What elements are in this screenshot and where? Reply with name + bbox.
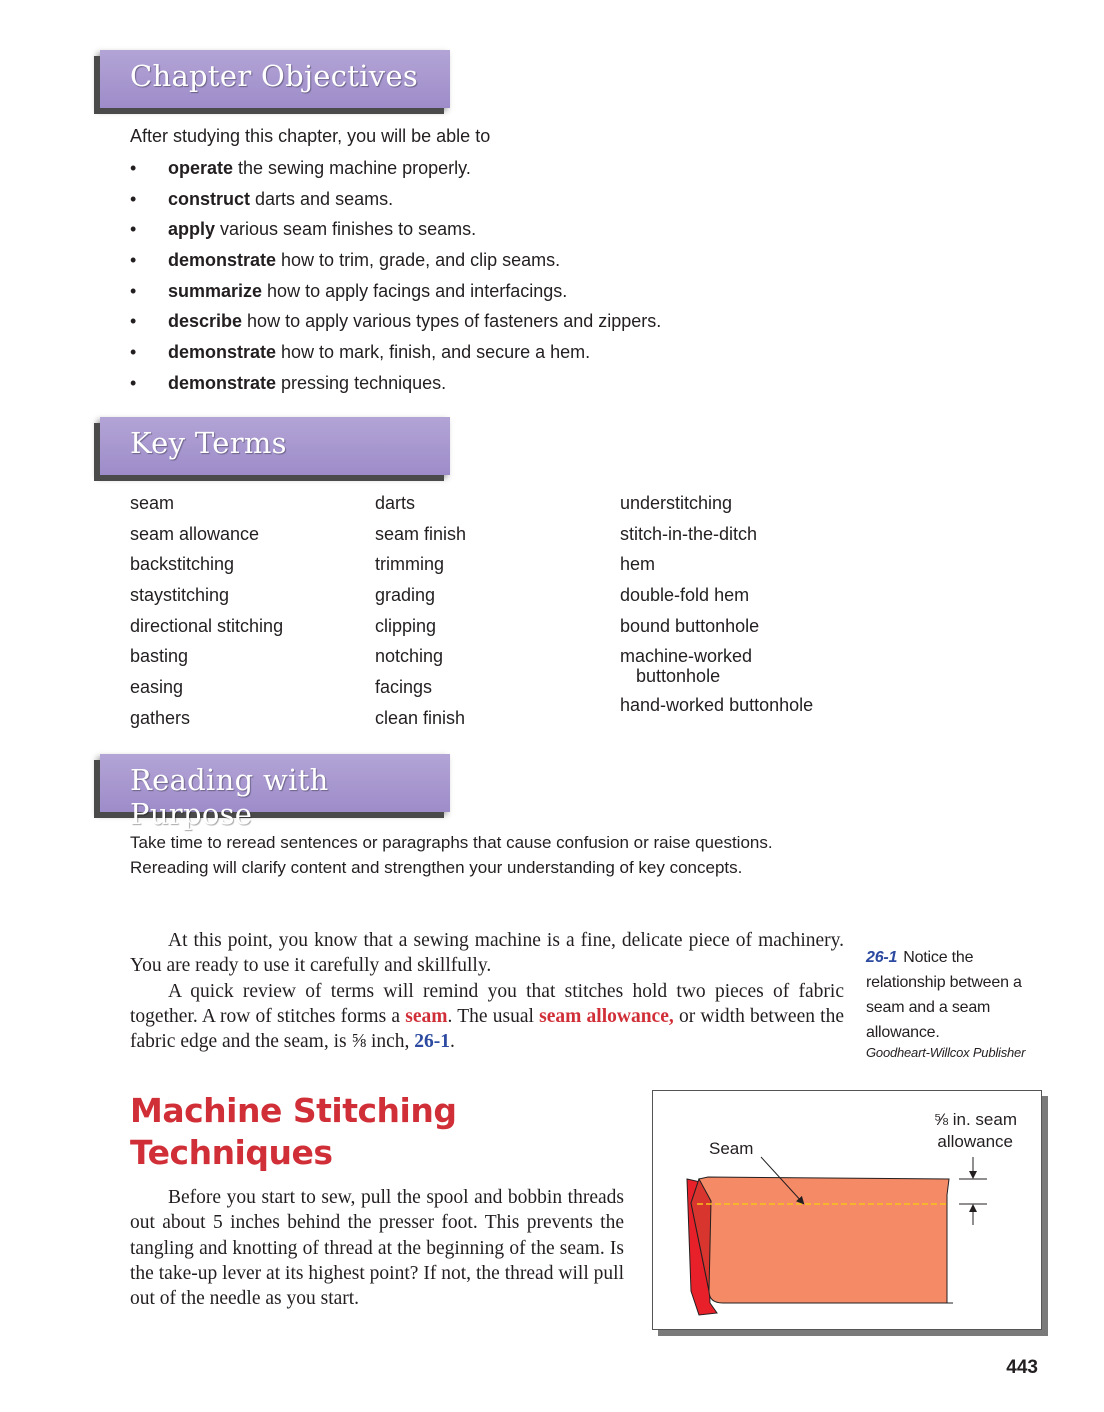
objective-item: • demonstrate pressing techniques. [130,370,661,401]
key-term: clipping [375,615,437,636]
figure-reference: 26-1 [414,1031,451,1053]
seam-allowance-figure [652,1090,1042,1330]
seam-label: Seam [709,1139,754,1158]
key-term: easing [130,677,184,698]
objective-item: • describe how to apply various types of fasteners and zippers. [130,308,661,339]
figure-number: 26-1 [866,949,898,966]
intro-body-text [130,928,844,1054]
term-seam: seam [405,1005,448,1027]
seam-diagram [653,1091,1041,1329]
reading-with-purpose-banner [100,754,450,831]
key-term-line: machine-worked [620,646,753,667]
figure-caption [866,945,1046,1061]
machine-paragraph-1: Before you start to sew, pull the spool and bobbin threads out about 5 inches behind the presser foot. This prevents the tangling and knotting of thread at the beginning of the seam. Is the take-up lever at its highest point? If not, the thread will pull out of the needle as you start. [130,1187,624,1310]
objective-item: • apply various seam finishes to seams. [130,216,661,247]
allowance-label-line1: ⅝ in. seam [933,1110,1017,1129]
fabric-front-layer [691,1177,953,1303]
key-term: backstitching [130,554,235,575]
caption-text: Notice the relationship between a seam and a seam allowance. [866,949,1022,1041]
key-term: stitch-in-the-ditch [620,523,758,544]
key-term: seam [130,493,175,513]
key-term: clean finish [375,707,466,728]
term-seam-allowance: seam allowance, [539,1005,674,1027]
key-term-line: buttonhole [636,666,721,687]
key-term: hem [620,554,656,575]
objectives-list [130,155,661,401]
key-term: notching [375,646,444,667]
reading-line: Take time to reread sentences or paragraphs that cause confusion or raise questions. [130,833,773,852]
objective-item: • summarize how to apply facings and interfacings. [130,278,661,309]
key-terms-column-3 [620,493,813,726]
key-term: grading [375,585,436,606]
page-number: 443 [1006,1357,1038,1378]
reading-with-purpose-title: Reading with Purpose [130,763,329,831]
reading-with-purpose-text [130,830,870,880]
objective-item: • construct darts and seams. [130,186,661,217]
chapter-objectives-banner [100,50,450,108]
key-term: staystitching [130,585,230,606]
reading-line: Rereading will clarify content and strengthen your understanding of key concepts. [130,858,743,877]
key-term: seam allowance [130,523,260,544]
heading-line: Machine Stitching [130,1091,457,1130]
key-terms-banner [100,417,450,475]
key-term: darts [375,493,416,513]
key-term: seam finish [375,523,467,544]
key-term: hand-worked buttonhole [620,695,814,716]
intro-paragraph-2: A quick review of terms will remind you that stitches hold two pieces of fabric together. A row of stitches forms a seam. The usual seam allowance, or width between the fabric edge and the seam, is ⅝ inch, 26-1. [130,980,845,1053]
machine-body-text [130,1185,624,1311]
heading-line: Techniques [130,1133,333,1172]
objective-item: • demonstrate how to trim, grade, and clip seams. [130,247,661,278]
key-terms-column-1 [130,493,283,739]
key-term: bound buttonhole [620,615,760,636]
allowance-label-line2: allowance [937,1132,1013,1151]
key-terms-column-2 [375,493,466,739]
key-term: trimming [375,554,445,575]
intro-paragraph-1: At this point, you know that a sewing machine is a fine, delicate piece of machinery. You are ready to use it carefully and skillfully. [130,930,844,977]
key-terms-title: Key Terms [130,426,287,460]
chapter-objectives-title: Chapter Objectives [130,59,419,93]
key-term: gathers [130,707,191,728]
section-heading [130,1090,456,1174]
key-term: basting [130,646,189,667]
objectives-intro: After studying this chapter, you will be able to [130,126,491,146]
key-term: double-fold hem [620,585,750,606]
key-term-wrapped [620,646,813,686]
objective-item: • demonstrate how to mark, finish, and secure a hem. [130,339,661,370]
caption-credit: Goodheart-Willcox Publisher [866,1045,1026,1060]
objective-item: • operate the sewing machine properly. [130,155,661,186]
key-term: understitching [620,493,733,513]
key-term: directional stitching [130,615,284,636]
key-term: facings [375,677,433,698]
